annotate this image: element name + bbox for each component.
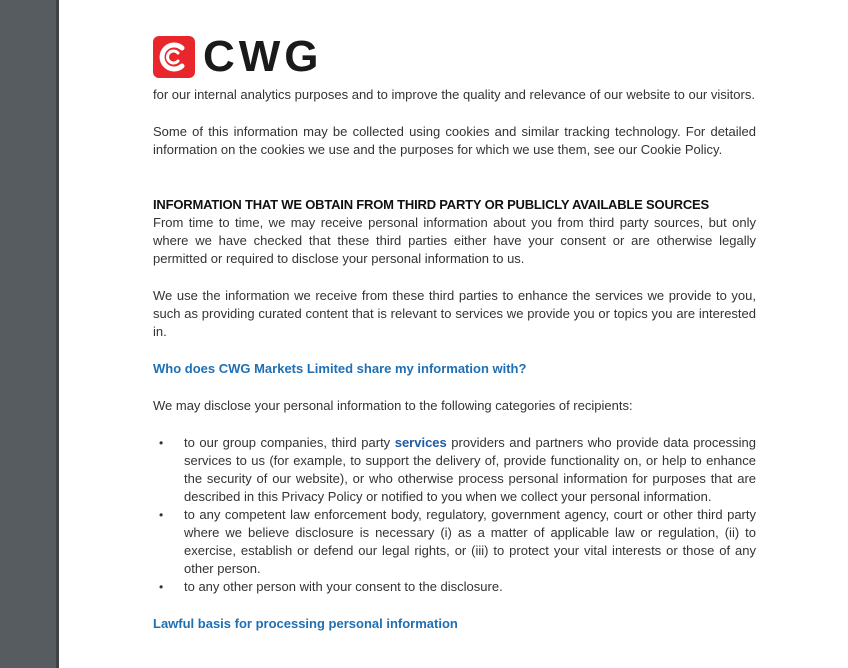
cwg-logo bbox=[153, 32, 323, 81]
services-link[interactable]: services bbox=[394, 435, 447, 450]
heading-third-party-sources: INFORMATION THAT WE OBTAIN FROM THIRD PARTY OR PUBLICLY AVAILABLE SOURCES bbox=[153, 197, 709, 212]
paragraph-enhance-services: We use the information we receive from these third parties to enhance the services we provide to you, such as providing curated content that is relevant to services we provide you or topics you are interested in. bbox=[153, 288, 756, 339]
viewer-background bbox=[0, 0, 58, 668]
bullet-icon: • bbox=[159, 508, 164, 522]
paragraph-analytics: for our internal analytics purposes and to improve the quality and relevance of our website to our visitors. bbox=[153, 87, 755, 102]
document-content bbox=[153, 86, 756, 633]
cwg-logo-text: CWG bbox=[203, 32, 323, 81]
list-item: • to our group companies, third party services providers and partners who provide data processing services to us (for example, to support the delivery of, provide functionality on, or help to enhance the security of our website), or who otherwise process personal information for purposes that are described in this Privacy Policy or notified to you when we collect your personal information. bbox=[159, 435, 756, 504]
cwg-logo-mark-icon bbox=[153, 36, 195, 78]
paragraph-disclose: We may disclose your personal information to the following categories of recipients: bbox=[153, 398, 633, 413]
list-item: • to any other person with your consent to the disclosure. bbox=[159, 579, 503, 594]
heading-share-information: Who does CWG Markets Limited share my information with? bbox=[153, 361, 527, 376]
paragraph-third-party: From time to time, we may receive personal information about you from third party sources, but only where we have checked that these third parties either have your consent or are otherwise legally permitted or required to disclose your personal information to us. bbox=[153, 215, 756, 266]
paragraph-cookies: Some of this information may be collected using cookies and similar tracking technology. For detailed information on the cookies we use and the purposes for which we use them, see our Cookie Policy. bbox=[153, 124, 756, 157]
recipients-list bbox=[153, 434, 756, 596]
bullet-icon: • bbox=[159, 436, 164, 450]
bullet-icon: • bbox=[159, 580, 164, 594]
list-item: • to any competent law enforcement body, regulatory, government agency, court or other third party where we believe disclosure is necessary (i) as a matter of applicable law or regulation, (ii) to exercise, establish or defend our legal rights, or (iii) to protect your vital interests or those of any other person. bbox=[159, 507, 756, 576]
heading-lawful-basis: Lawful basis for processing personal information bbox=[153, 616, 458, 631]
